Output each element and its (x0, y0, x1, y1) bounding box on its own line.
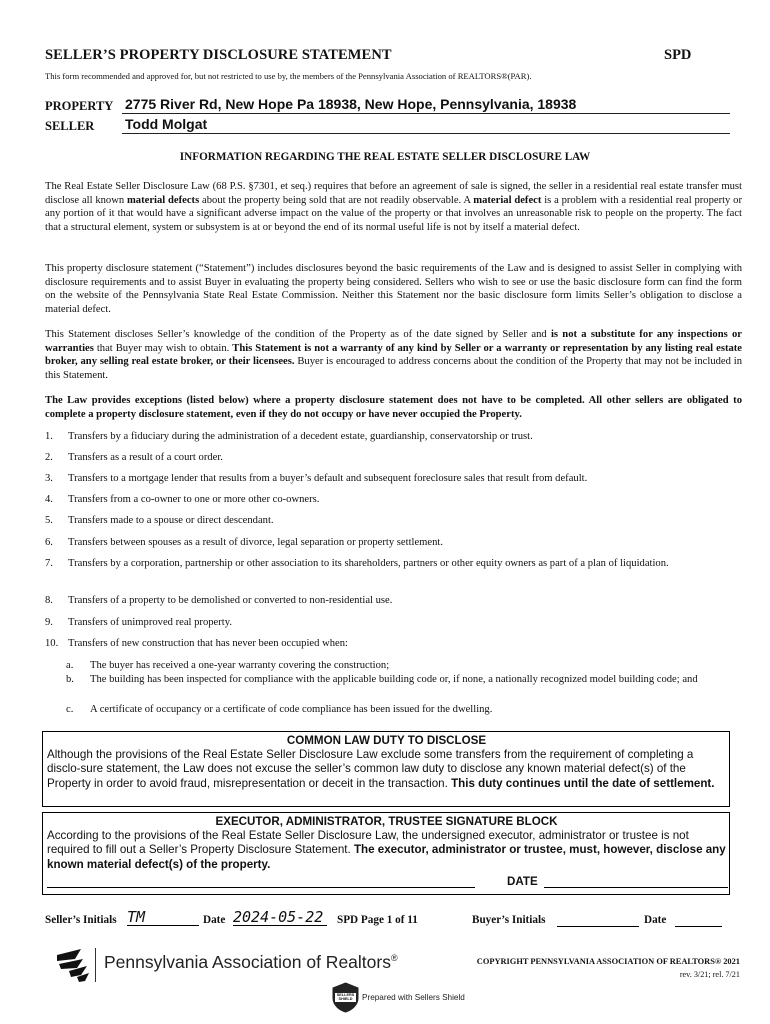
info-heading: INFORMATION REGARDING THE REAL ESTATE SELLER DISCLOSURE LAW (179, 151, 591, 163)
buyer-date-label: Date (644, 914, 667, 926)
sub-exception-letter: b. (66, 674, 74, 685)
property-field[interactable] (122, 96, 730, 114)
executor-bold: The executor, administrator or trustee, must, however, disclose any known material defect(s) of the property. (47, 843, 726, 871)
exception-item (45, 514, 742, 528)
exception-number: 9. (45, 617, 53, 628)
exception-item (45, 493, 742, 507)
executor-date-line[interactable] (544, 874, 728, 888)
form-code: SPD (664, 47, 692, 63)
form-subtitle: This form recommended and approved for, but not restricted to use by, the members of the Pennsylvania Association of REALTORS®(PAR). (45, 71, 532, 81)
sub-exception-item (66, 659, 742, 673)
exception-item (45, 557, 742, 571)
exceptions-list (45, 430, 742, 730)
knowledge-text-2: that Buyer may wish to obtain. (93, 342, 233, 354)
par-logo-text (104, 952, 398, 973)
buyers-initials-field[interactable] (557, 914, 639, 927)
exceptions-intro: The Law provides exceptions (listed below) where a property disclosure statement does not have to be completed. All other sellers are obligated to complete a property disclosure statement, even if they do not occupy or have never occupied the Property. (45, 395, 742, 420)
property-value: 2775 River Rd, New Hope Pa 18938, New Hope, Pennsylvania, 18938 (125, 96, 577, 112)
seller-field[interactable] (122, 116, 730, 134)
exception-item (45, 472, 742, 486)
copyright-text: COPYRIGHT PENNSYLVANIA ASSOCIATION OF REALTORS® 2021 (476, 957, 740, 966)
common-law-bold: This duty continues until the date of settlement. (451, 776, 715, 790)
sub-exception-letter: c. (66, 704, 74, 715)
par-logo-reg: ® (390, 953, 398, 964)
knowledge-paragraph (45, 328, 742, 382)
knowledge-bold-1: is not a substitute for any inspections or warranties (45, 329, 742, 354)
sub-exception-text: The buyer has received a one-year warranty covering the construction; (90, 660, 390, 671)
exception-text: Transfers as a result of a court order. (68, 452, 223, 463)
revision-text: rev. 3/21; rel. 7/21 (679, 970, 740, 979)
sub-exception-letter: a. (66, 660, 74, 671)
exception-number: 3. (45, 473, 53, 484)
law-text-2: about the property being sold that are not readily observable. A (199, 194, 474, 206)
exception-number: 1. (45, 431, 53, 442)
executor-heading: EXECUTOR, ADMINISTRATOR, TRUSTEE SIGNATURE BLOCK (215, 815, 558, 828)
law-bold-2: material defect (473, 194, 542, 206)
sub-exception-text: The building has been inspected for compliance with the applicable building code or, if none, a nationally recognized model building code; and (90, 674, 698, 685)
exception-item (45, 451, 742, 465)
exception-number: 2. (45, 452, 53, 463)
executor-text (47, 829, 726, 872)
exception-number: 7. (45, 558, 53, 569)
exception-item (45, 616, 742, 630)
common-law-box (42, 731, 730, 807)
exception-text: Transfers made to a spouse or direct descendant. (68, 515, 274, 526)
seller-date-label: Date (203, 914, 226, 926)
executor-box (42, 812, 730, 895)
exception-text: Transfers between spouses as a result of divorce, legal separation or property settlement. (68, 537, 443, 548)
buyer-date-field[interactable] (675, 914, 722, 927)
exception-item (45, 594, 742, 608)
executor-date-label: DATE (507, 874, 538, 888)
exception-item (45, 536, 742, 550)
exception-text: Transfers of a property to be demolished or converted to non-residential use. (68, 595, 393, 606)
exception-text: Transfers to a mortgage lender that results from a buyer’s default and subsequent foreclosure sales that result from default. (68, 473, 588, 484)
exception-item (45, 637, 742, 651)
par-logo-name: Pennsylvania Association of Realtors (104, 952, 391, 972)
seller-value: Todd Molgat (125, 116, 208, 132)
exception-text: Transfers of new construction that has never been occupied when: (68, 638, 348, 649)
sub-exception-text: A certificate of occupancy or a certificate of code compliance has been issued for the dwelling. (90, 704, 493, 715)
sellers-shield-icon (332, 982, 359, 1013)
knowledge-text-3: Buyer is encouraged to address concerns about the condition of the Property that may not be included in this Statement. (45, 356, 742, 381)
exception-text: Transfers from a co-owner to one or more other co-owners. (68, 494, 320, 505)
sub-exception-item (66, 703, 742, 717)
exception-number: 5. (45, 515, 53, 526)
executor-body: According to the provisions of the Real Estate Seller Disclosure Law, the undersigned executor, administrator or trustee is not required to fill out a Seller’s Property Disclosure Statement. (47, 829, 689, 857)
sellers-initials-label: Seller’s Initials (45, 914, 117, 926)
common-law-text (47, 748, 726, 791)
seller-date-value: 2024-05-22 (233, 908, 324, 926)
sellers-initials-value: TM (127, 908, 146, 926)
exception-item (45, 430, 742, 444)
statement-paragraph: This property disclosure statement (“Statement”) includes disclosures beyond the basic requirements of the Law and is designed to assist Seller in complying with disclosure requirements and to assist Buyer in evaluating the property being considered. Sellers who wish to see or use the basic disclosure form can find the form on the website of the Pennsylvania State Real Estate Commission. Neither this Statement nor the basic disclosure form limits Seller’s obligation to disclose a material defect. (45, 263, 742, 315)
common-law-heading: COMMON LAW DUTY TO DISCLOSE (286, 734, 487, 747)
sellers-shield-text: Prepared with Sellers Shield (362, 993, 465, 1002)
par-logo-icon (55, 947, 91, 983)
sellers-shield-badge-text (332, 993, 359, 1002)
common-law-body: Although the provisions of the Real Estate Seller Disclosure Law exclude some transfers from the requirement of completing a disclo-sure statement, the Law does not excuse the seller’s common law duty to disclose any known material defect(s) of the Property in order to avoid fraud, misrepresentation or deceit in the transaction. (47, 748, 694, 790)
exception-number: 10. (45, 638, 59, 649)
exception-number: 8. (45, 595, 53, 606)
law-bold-1: material defects (126, 194, 200, 206)
form-title: SELLER’S PROPERTY DISCLOSURE STATEMENT (45, 47, 392, 63)
sub-exception-item (66, 673, 742, 687)
buyers-initials-label: Buyer’s Initials (472, 914, 546, 926)
sellers-initials-field[interactable] (127, 908, 199, 926)
property-label: PROPERTY (45, 99, 114, 113)
law-text-3: is a problem with a residential real property or any portion of it that would have a significant adverse impact on the value of the property or that involves an unreasonable risk to people on the property. The fact that a structural element, system or subsystem is at or beyond the end of its normal useful life is not by itself a material defect. (45, 194, 742, 233)
exception-text: Transfers of unimproved real property. (68, 617, 232, 628)
knowledge-text-1: This Statement discloses Seller’s knowledge of the condition of the Property as of the date signed by Seller and (45, 329, 551, 340)
executor-signature-line[interactable] (47, 874, 475, 888)
knowledge-bold-2: This Statement is not a warranty of any kind by Seller or a warranty or representation by any listing real estate broker, any selling real estate broker, or their licensees. (45, 342, 743, 368)
logo-separator (95, 948, 96, 982)
page-number: SPD Page 1 of 11 (337, 914, 418, 926)
seller-date-field[interactable] (233, 908, 327, 926)
seller-label: SELLER (45, 119, 95, 133)
law-paragraph (45, 180, 742, 234)
shield-badge-line-2: SHIELD (338, 997, 353, 1002)
exception-number: 6. (45, 537, 53, 548)
exception-text: Transfers by a fiduciary during the administration of a decedent estate, guardianship, conservatorship or trust. (68, 431, 533, 442)
law-text-1: The Real Estate Seller Disclosure Law (68 P.S. §7301, et seq.) requires that before an agreement of sale is signed, the seller in a residential real estate transfer must disclose all known (45, 181, 742, 206)
exception-number: 4. (45, 494, 53, 505)
shield-badge-line-1: SELLERS (336, 993, 355, 997)
exception-text: Transfers by a corporation, partnership or other association to its shareholders, partners or other equity owners as part of a plan of liquidation. (68, 558, 669, 569)
